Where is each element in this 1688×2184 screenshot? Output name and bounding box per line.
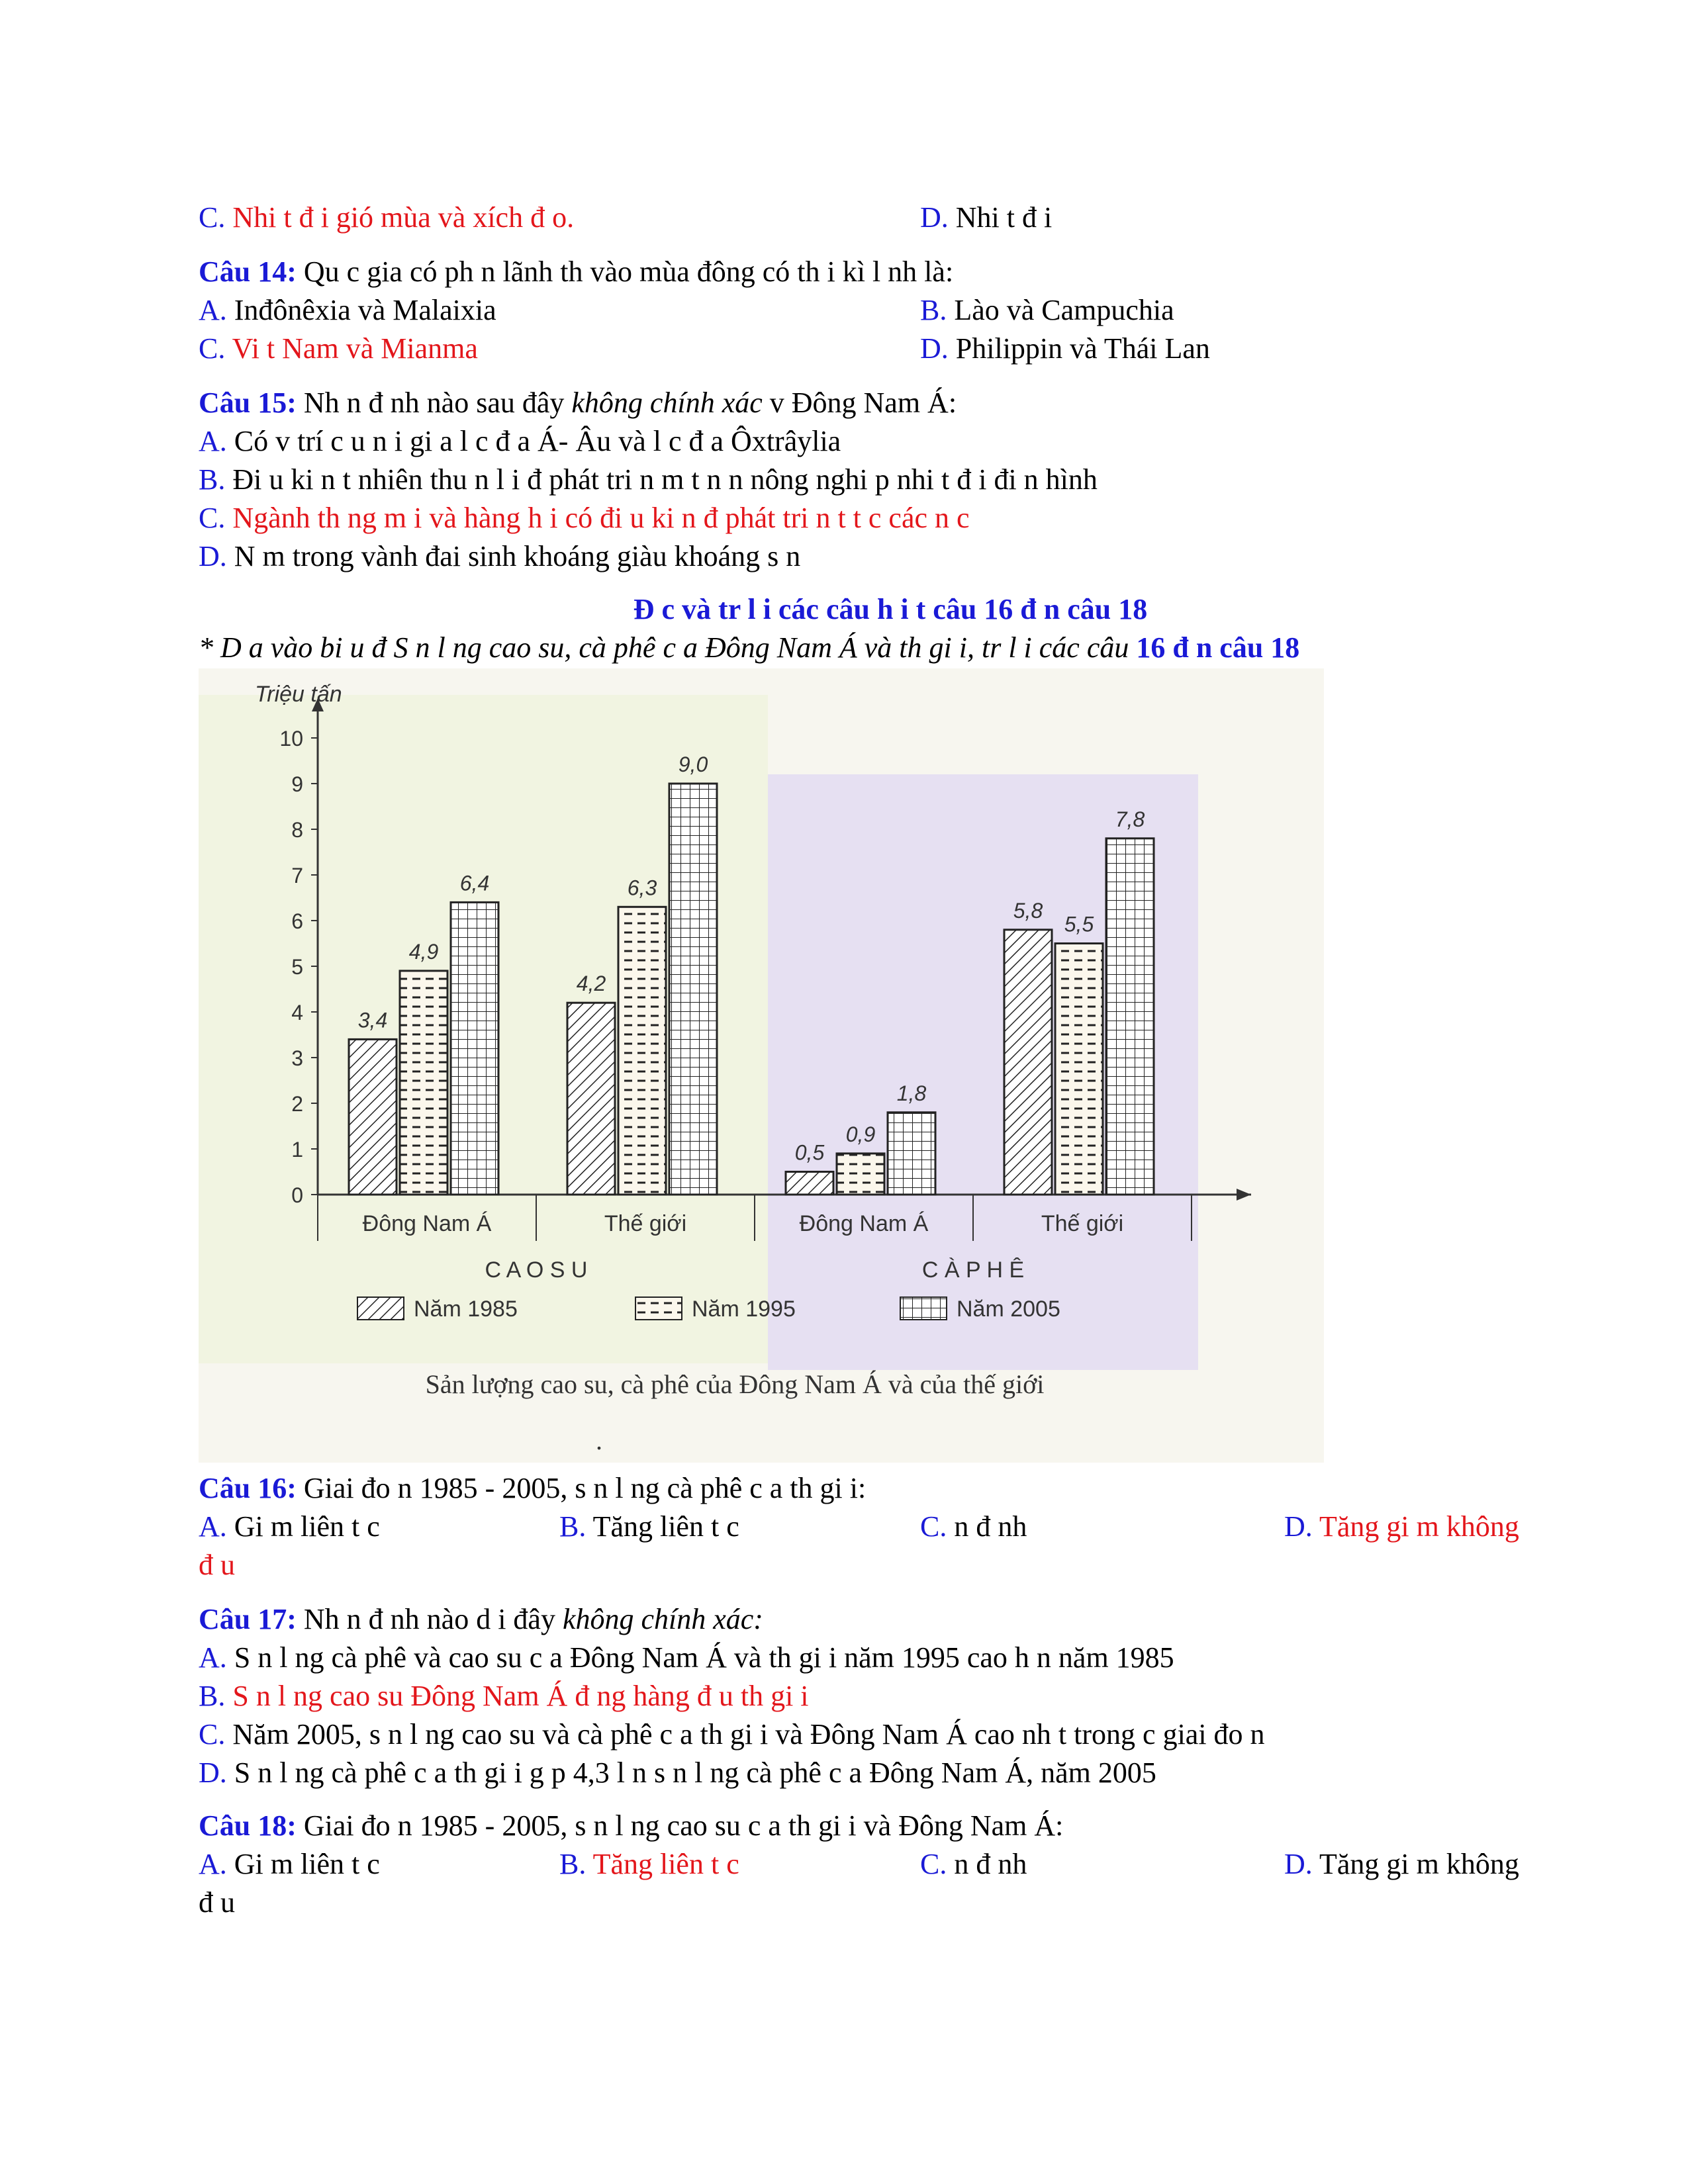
question-stem: Câu 17: Nh n đ nh nào d i đây không chính xác: [199,1603,763,1635]
bar-chart [199,668,1324,1463]
y-tick-label: 8 [291,818,303,842]
option-c: C. n đ nh [920,1848,1027,1880]
y-tick-label: 5 [291,955,303,979]
legend-swatch-2 [635,1297,682,1320]
bar-value-label: 1,8 [896,1081,927,1105]
y-tick-label: 1 [291,1138,303,1161]
legend-label: Năm 1995 [692,1297,796,1322]
product-group-label: C À P H Ê [921,1257,1025,1283]
question-17 [199,1600,1582,1792]
option-d: D. N m trong vành đai sinh khoáng giàu khoáng s n [199,540,801,572]
y-tick-label: 6 [291,909,303,933]
y-axis-title: Triệu tấn [255,682,342,707]
option-a: A. Có v trí c u n i gi a l c đ a Á- Âu và l c đ a Ôxtrâylia [199,425,841,457]
bar-1 [349,1039,397,1195]
bar-value-label: 4,2 [576,972,606,996]
option-c: C. Ngành th ng m i và hàng h i có đi u ki n đ phát tri n t t c các n c [199,502,970,534]
bar-2 [618,907,666,1195]
option-b: B. Lào và Campuchia [920,294,1174,326]
bar-3 [669,784,717,1195]
option-d-continued: đ u [199,1886,235,1919]
legend-swatch-1 [357,1297,404,1320]
option-d: D. Philippin và Thái Lan [920,332,1210,365]
bar-value-label: 0,9 [845,1122,876,1146]
question-15 [199,384,1582,576]
question-stem: Câu 16: Giai đo n 1985 - 2005, s n l ng cà phê c a th gi i: [199,1472,867,1504]
y-tick-label: 2 [291,1092,303,1116]
bar-1 [1004,930,1052,1195]
bar-2 [1055,944,1103,1195]
section-instruction: * D a vào bi u đ S n l ng cao su, cà phê c a Đông Nam Á và th gi i, tr l i các câu 16 đ n câu 18 [199,631,1300,664]
question-14 [199,253,1582,368]
section-heading: Đ c và tr l i các câu h i t câu 16 đ n câu 18 * D a vào bi u đ S n l ng cao su, cà phê c a Đông Nam Á và th gi i, tr l i các câu 16 đ n câu 18 [199,590,1582,667]
legend-swatch-3 [900,1297,947,1320]
y-tick-label: 10 [279,727,303,751]
bar-3 [1106,839,1154,1195]
option-b: B. Tăng liên t c [559,1848,739,1880]
bar-value-label: 0,5 [794,1140,825,1165]
chart-svg [199,668,1324,1463]
y-tick-label: 7 [291,864,303,887]
option-c: C. n đ nh [920,1510,1027,1543]
product-group-label: C A O S U [485,1257,588,1283]
chart-footnote: . [596,1426,602,1455]
x-category-label: Đông Nam Á [799,1211,929,1236]
y-tick-label: 3 [291,1046,303,1070]
option-d: D. S n l ng cà phê c a th gi i g p 4,3 l n s n l ng cà phê c a Đông Nam Á, năm 2005 [199,1756,1156,1789]
option-c: C. Vi t Nam và Mianma [199,332,478,365]
x-category-label: Thế giới [1041,1211,1124,1236]
y-tick-label: 0 [291,1183,303,1207]
option-b: B. Tăng liên t c [559,1510,739,1543]
legend-label: Năm 1985 [414,1297,518,1322]
question-stem: Câu 15: Nh n đ nh nào sau đây không chính xác v Đông Nam Á: [199,387,957,419]
option-c: C. Năm 2005, s n l ng cao su và cà phê c a th gi i và Đông Nam Á cao nh t trong c giai đo n [199,1718,1265,1751]
bar-value-label: 6,4 [459,871,490,895]
option-a: A. Inđônêxia và Malaixia [199,294,496,326]
bar-3 [451,902,498,1195]
option-d: D. Tăng gi m không [1284,1848,1519,1880]
bar-value-label: 7,8 [1115,807,1145,831]
y-tick-label: 4 [291,1001,303,1024]
bar-value-label: 3,4 [357,1008,388,1032]
bar-value-label: 6,3 [627,876,657,900]
question-stem: Câu 18: Giai đo n 1985 - 2005, s n l ng cao su c a th gi i và Đông Nam Á: [199,1809,1064,1842]
option-b: B. Đi u ki n t nhiên thu n l i đ phát tri n m t n n nông nghi p nhi t đ i đi n hình [199,463,1098,496]
legend-label: Năm 2005 [957,1297,1060,1322]
option-d-continued: đ u [199,1549,235,1581]
question-stem: Câu 14: Qu c gia có ph n lãnh th vào mùa đông có th i kì l nh là: [199,255,954,288]
bar-value-label: 4,9 [408,939,439,964]
bar-1 [786,1172,833,1195]
chart-caption: Sản lượng cao su, cà phê của Đông Nam Á và của thế giới [425,1369,1045,1399]
question-13-options [199,199,1582,237]
question-18 [199,1807,1582,1922]
bar-value-label: 5,8 [1013,898,1043,923]
option-d: D. Nhi t đ i [920,201,1053,234]
bar-2 [837,1154,884,1195]
option-a: A. S n l ng cà phê và cao su c a Đông Nam Á và th gi i năm 1995 cao h n năm 1985 [199,1641,1174,1674]
bar-2 [400,971,447,1195]
bar-1 [567,1003,615,1195]
option-d: D. Tăng gi m không [1284,1510,1519,1543]
option-a: A. Gi m liên t c [199,1510,380,1543]
bar-value-label: 5,5 [1064,912,1094,936]
option-c: C. Nhi t đ i gió mùa và xích đ o. [199,201,575,234]
bar-3 [888,1113,935,1195]
option-a: A. Gi m liên t c [199,1848,380,1880]
question-16 [199,1469,1582,1584]
x-category-label: Thế giới [604,1211,687,1236]
y-tick-label: 9 [291,772,303,796]
bar-value-label: 9,0 [678,752,708,776]
x-category-label: Đông Nam Á [362,1211,492,1236]
option-b: B. S n l ng cao su Đông Nam Á đ ng hàng đ u th gi i [199,1680,809,1712]
